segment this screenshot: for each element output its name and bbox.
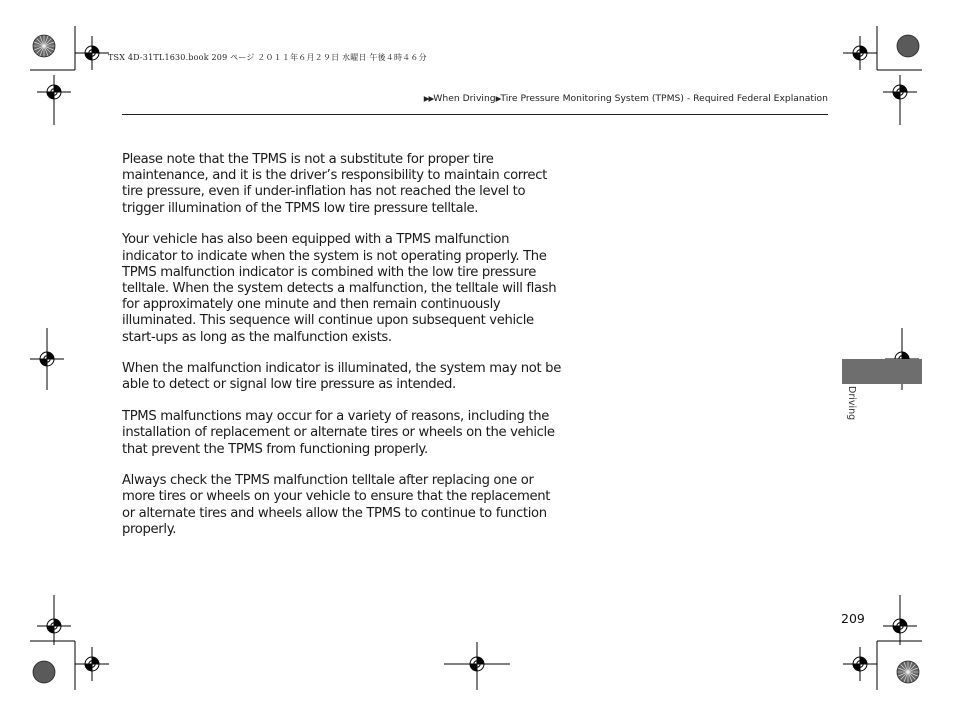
breadcrumb-separator-icon: ▶: [495, 94, 501, 103]
paragraph: Always check the TPMS malfunction telltale after replacing one or more tires or wheels on your vehicle to ensure that the replacement or alternate tires and wheels allow the TPMS to continue to function properly.: [122, 473, 551, 537]
print-file-header: TSX 4D-31TL1630.book 209 ページ ２０１１年６月２９日 水曜日 午後４時４６分: [108, 53, 427, 62]
body-text: [122, 152, 562, 554]
breadcrumb-section: When Driving: [433, 93, 496, 104]
breadcrumb-marker-icon: ▶▶: [423, 94, 434, 103]
page-number: 209: [841, 611, 865, 626]
breadcrumb: [424, 93, 828, 104]
paragraph: When the malfunction indicator is illuminated, the system may not be able to detect or signal low tire pressure as intended.: [122, 361, 561, 393]
paragraph: TPMS malfunctions may occur for a variety of reasons, including the installation of replacement or alternate tires or wheels on the vehicle that prevent the TPMS from functioning properly.: [122, 409, 555, 457]
paragraph: Please note that the TPMS is not a substitute for proper tire maintenance, and it is the driver’s responsibility to maintain correct tire pressure, even if under-inflation has not reached the level to trigger illumination of the TPMS low tire pressure telltale.: [122, 152, 547, 216]
header-rule: [122, 114, 828, 115]
chapter-tab-label: [845, 386, 865, 436]
paragraph: Your vehicle has also been equipped with a TPMS malfunction indicator to indicate when the system is not operating properly. The TPMS malfunction indicator is combined with the low tire pressure telltale. When the system detects a malfunction, the telltale will flash for approximately one minute and then remain continuously illuminated. This sequence will continue upon subsequent vehicle start-ups as long as the malfunction exists.: [122, 232, 557, 345]
chapter-tab: [842, 359, 922, 384]
breadcrumb-topic: Tire Pressure Monitoring System (TPMS) - Required Federal Explanation: [500, 93, 828, 104]
chapter-tab-text: Driving: [846, 386, 857, 421]
